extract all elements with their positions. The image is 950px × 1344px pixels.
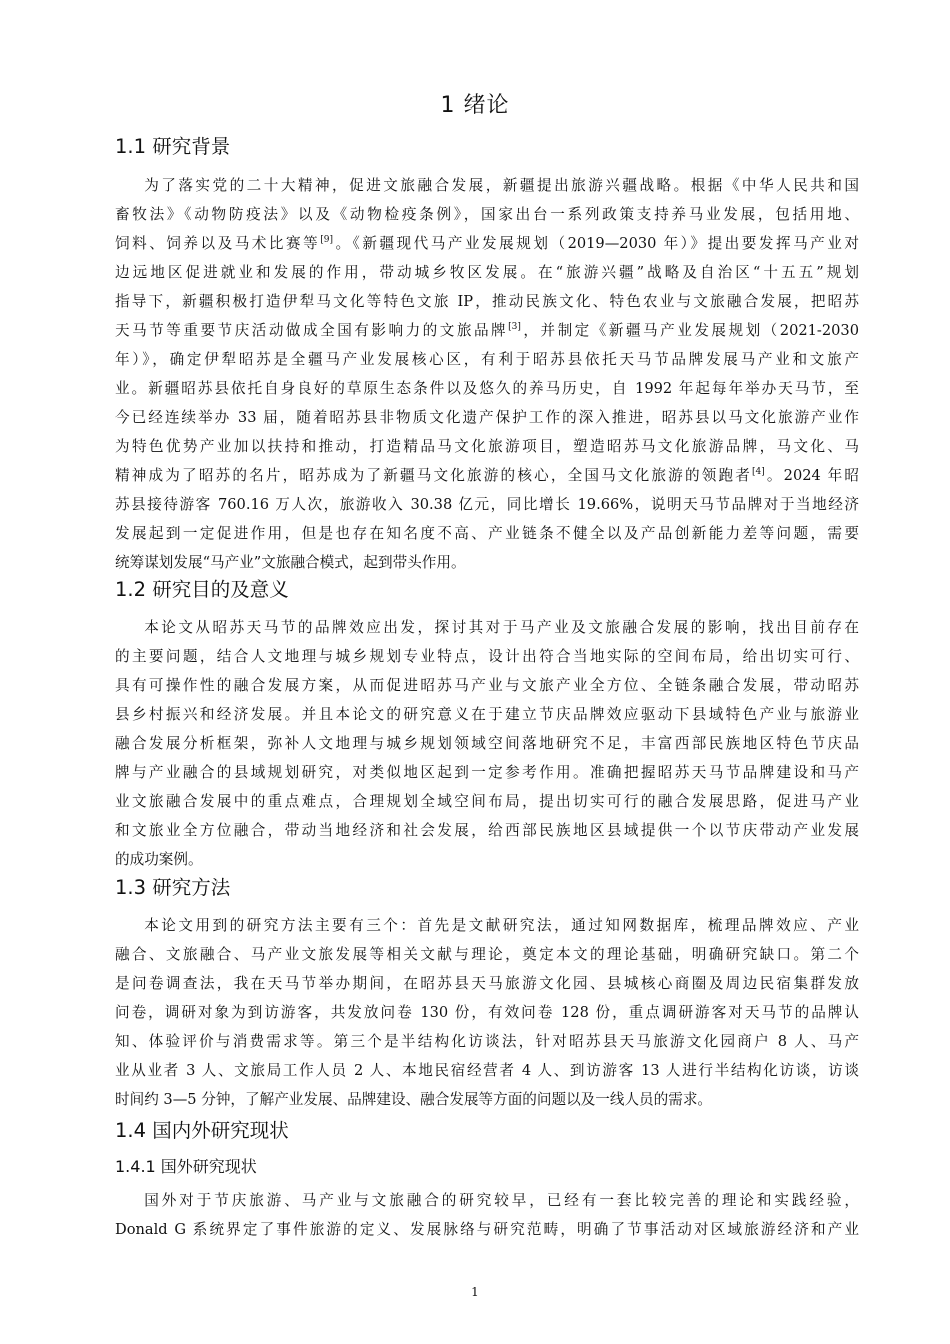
text-line: 时间约 3—5 分钟，了解产业发展、品牌建设、融合发展等方面的问题以及一线人员的需求。: [115, 1091, 713, 1108]
section-heading-1-4: 1.4 国内外研究现状: [115, 1119, 289, 1142]
text-line: 问卷，调研对象为到访游客，共发放问卷 130 份，有效问卷 128 份，重点调研游客对天马节的品牌认: [115, 1004, 859, 1021]
text-line: 畜牧法》《动物防疫法》以及《动物检疫条例》，国家出台一系列政策支持养马业发展，包括用地、: [115, 206, 859, 223]
section-heading-1-3: 1.3 研究方法: [115, 876, 231, 899]
text-line: 业文旅融合发展中的重点难点，合理规划全域空间布局，提出切实可行的融合发展思路，促进马产业: [115, 793, 859, 810]
text-line: 国外对于节庆旅游、马产业与文旅融合的研究较早，已经有一套比较完善的理论和实践经验，: [144, 1192, 859, 1209]
citation-ref: [3]: [508, 322, 521, 333]
text-line: 的成功案例。: [115, 851, 203, 868]
page-number: 1: [471, 1285, 479, 1299]
text-line: 年）》，确定伊犁昭苏是全疆马产业发展核心区，有利于昭苏县依托天马节品牌发展马产业和文旅产: [115, 351, 859, 368]
text-line: 业从业者 3 人、文旅局工作人员 2 人、本地民宿经营者 4 人、到访游客 13 人进行半结构化访谈，访谈: [115, 1062, 859, 1079]
text-line: 县乡村振兴和经济发展。并且本论文的研究意义在于建立节庆品牌效应驱动下县域特色产业与旅游业: [115, 706, 859, 723]
text-line: 精神成为了昭苏的名片，昭苏成为了新疆马文化旅游的核心，全国马文化旅游的领跑者[4]。2024 年昭: [115, 467, 859, 484]
text-line: 统筹谋划发展“马产业”文旅融合模式，起到带头作用。: [115, 554, 466, 571]
text-line: 今已经连续举办 33 届，随着昭苏县非物质文化遗产保护工作的深入推进，昭苏县以马文化旅游产业作: [115, 409, 859, 426]
text-line: 本论文从昭苏天马节的品牌效应出发，探讨其对于马产业及文旅融合发展的影响，找出目前存在: [144, 619, 859, 636]
paragraph-foreign-research: [115, 1186, 859, 1244]
text-line: 和文旅业全方位融合，带动当地经济和社会发展，给西部民族地区县域提供一个以节庆带动产业发展: [115, 822, 859, 839]
text-line: 发展起到一定促进作用，但是也存在知名度不高、产业链条不健全以及产品创新能力差等问题，需要: [115, 525, 859, 542]
text-line: 业。新疆昭苏县依托自身良好的草原生态条件以及悠久的养马历史，自 1992 年起每年举办天马节，至: [115, 380, 859, 397]
paragraph-purpose-significance: [115, 613, 859, 874]
text-line: 苏县接待游客 760.16 万人次，旅游收入 30.38 亿元，同比增长 19.66%，说明天马节品牌对于当地经济: [115, 496, 859, 513]
text-line: 边远地区促进就业和发展的作用，带动城乡牧区发展。在“旅游兴疆”战略及自治区“十五五”规划: [115, 264, 859, 281]
text-line: 牌与产业融合的县域规划研究，对类似地区起到一定参考作用。准确把握昭苏天马节品牌建设和马产: [115, 764, 859, 781]
text-line: 为特色优势产业加以扶持和推动，打造精品马文化旅游项目，塑造昭苏马文化旅游品牌，马文化、马: [115, 438, 859, 455]
text-line: 融合、文旅融合、马产业文旅发展等相关文献与理论，奠定本文的理论基础，明确研究缺口。第二个: [115, 946, 859, 963]
chapter-title: 1 绪论: [440, 93, 510, 118]
text-line: 指导下，新疆积极打造伊犁马文化等特色文旅 IP，推动民族文化、特色农业与文旅融合发展，把昭苏: [115, 293, 859, 310]
text-line: 为了落实党的二十大精神，促进文旅融合发展，新疆提出旅游兴疆战略。根据《中华人民共和国: [144, 177, 859, 194]
citation-ref: [4]: [752, 467, 765, 478]
text-line: 具有可操作性的融合发展方案，从而促进昭苏马产业与文旅产业全方位、全链条融合发展，带动昭苏: [115, 677, 859, 694]
section-heading-1-2: 1.2 研究目的及意义: [115, 578, 289, 601]
citation-ref: [9]: [320, 235, 333, 246]
paragraph-research-methods: [115, 911, 859, 1114]
text-line: 是问卷调查法，我在天马节举办期间，在昭苏县天马旅游文化园、县城核心商圈及周边民宿集群发放: [115, 975, 859, 992]
subsection-heading-1-4-1: 1.4.1 国外研究现状: [115, 1157, 257, 1176]
text-line: 饲料、饲养以及马术比赛等[9]。《新疆现代马产业发展规划（2019—2030 年）》提出要发挥马产业对: [115, 235, 859, 252]
text-line: 融合发展分析框架，弥补人文地理与城乡规划领域空间落地研究不足，丰富西部民族地区特色节庆品: [115, 735, 859, 752]
text-line: 知、体验评价与消费需求等。第三个是半结构化访谈法，针对昭苏县天马旅游文化园商户 8 人、马产: [115, 1033, 859, 1050]
text-line: 的主要问题，结合人文地理与城乡规划专业特点，设计出符合当地实际的空间布局，给出切实可行、: [115, 648, 859, 665]
section-heading-1-1: 1.1 研究背景: [115, 135, 231, 158]
text-line: 本论文用到的研究方法主要有三个：首先是文献研究法，通过知网数据库，梳理品牌效应、产业: [144, 917, 859, 934]
text-line: 天马节等重要节庆活动做成全国有影响力的文旅品牌[3]，并制定《新疆马产业发展规划（2021-2030: [115, 322, 859, 339]
paragraph-research-background: [115, 171, 859, 577]
text-line: Donald G 系统界定了事件旅游的定义、发展脉络与研究范畴，明确了节事活动对区域旅游经济和产业: [115, 1221, 859, 1238]
